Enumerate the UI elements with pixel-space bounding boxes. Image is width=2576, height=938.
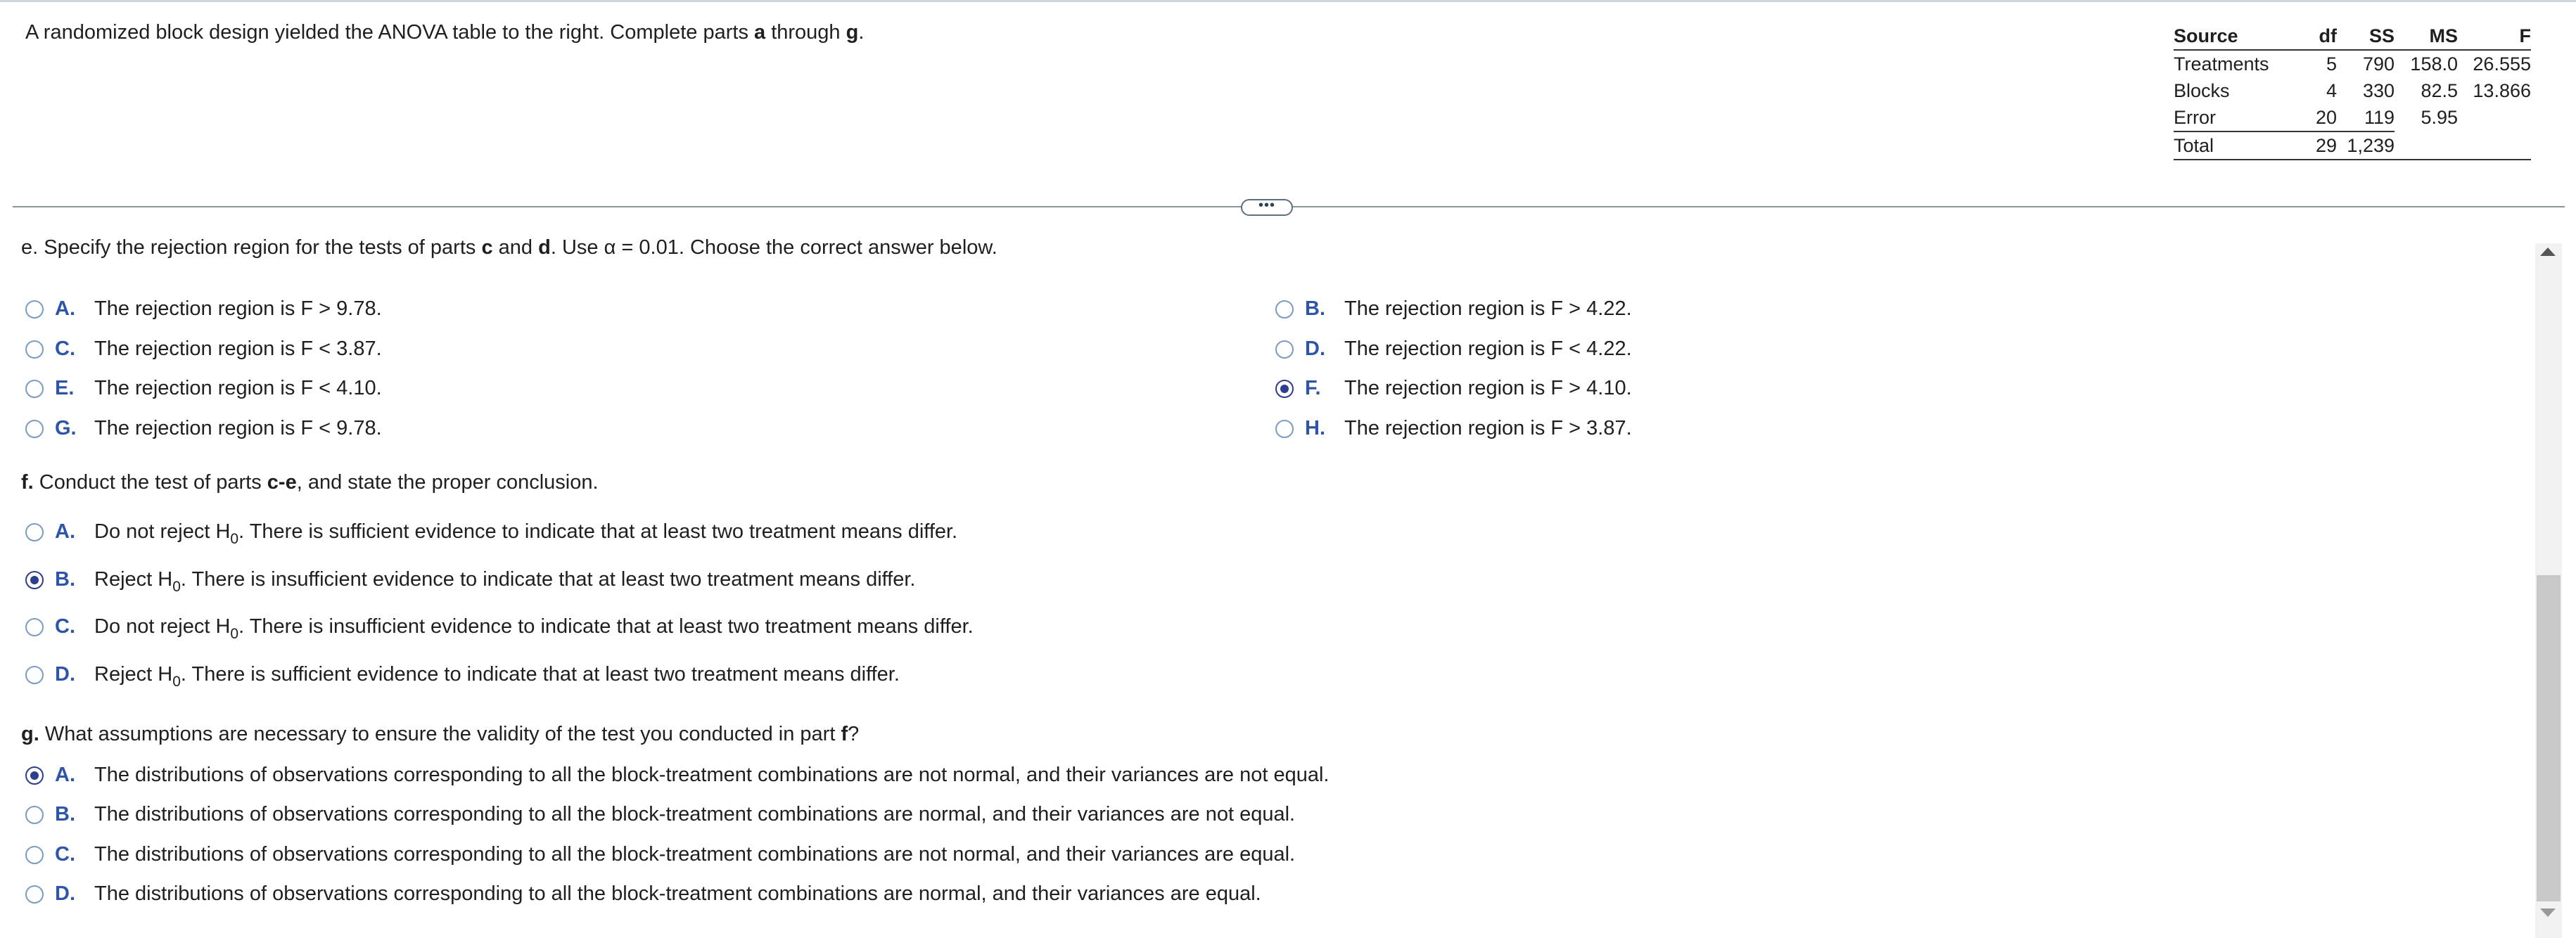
option-text: The distributions of observations corresponding to all the block-treatment combinations are not normal, and their variances are not equal. <box>94 764 1330 786</box>
cell: 5.95 <box>2421 107 2458 128</box>
radio-button[interactable] <box>25 380 44 398</box>
cell: Total <box>2174 131 2299 160</box>
anova-table <box>2174 23 2531 160</box>
option-letter: G. <box>55 417 77 439</box>
cell: 26.555 <box>2473 53 2531 75</box>
cell: 4 <box>2326 79 2337 101</box>
radio-button[interactable] <box>25 523 44 541</box>
option-letter: B. <box>55 568 75 591</box>
option-text: The distributions of observations corresponding to all the block-treatment combinations are normal, and their variances are equal. <box>94 882 1261 905</box>
intro-text: A randomized block design yielded the ANOVA table to the right. Complete parts a through g. <box>25 21 865 44</box>
cell <box>2395 131 2458 160</box>
expand-handle-button[interactable]: ••• <box>1241 199 1293 216</box>
option-e-h[interactable] <box>1275 417 1632 440</box>
scroll-down-arrow-icon[interactable] <box>2540 908 2556 917</box>
option-text: Reject $H_0$. There is sufficient evidence to indicate that at least two treatment means differ. <box>94 663 900 690</box>
option-e-e[interactable] <box>25 377 382 400</box>
option-letter: B. <box>55 803 75 825</box>
cell: 20 <box>2299 104 2337 131</box>
question-e: e. Specify the rejection region for the tests of parts c and d. Use α = 0.01. Choose the correct answer below. <box>21 236 997 259</box>
cell: 1,239 <box>2337 131 2395 160</box>
option-f-b[interactable] <box>25 568 916 595</box>
cell: 5 <box>2326 53 2337 75</box>
cell: 790 <box>2362 53 2395 75</box>
option-letter: D. <box>1305 338 1325 360</box>
header-ms: MS <box>2395 23 2458 50</box>
option-e-b[interactable] <box>1275 297 1632 321</box>
option-text: The rejection region is F > 4.10. <box>1344 377 1632 399</box>
header-ss: SS <box>2337 23 2395 50</box>
option-f-c[interactable] <box>25 615 974 642</box>
radio-button[interactable] <box>25 846 44 864</box>
option-text: Do not reject $H_0$. There is sufficient evidence to indicate that at least two treatment means differ. <box>94 520 958 547</box>
option-letter: A. <box>55 520 75 543</box>
option-letter: E. <box>55 377 75 399</box>
option-letter: F. <box>1305 377 1321 399</box>
radio-button[interactable] <box>25 666 44 684</box>
cell: Treatments <box>2174 53 2269 75</box>
option-text: The rejection region is F < 9.78. <box>94 417 382 439</box>
cell: Blocks <box>2174 79 2230 101</box>
table-row <box>2174 50 2531 77</box>
header-f: F <box>2458 23 2531 50</box>
cell <box>2458 131 2531 160</box>
option-text: The rejection region is F > 3.87. <box>1344 417 1632 439</box>
option-g-b[interactable] <box>25 803 1295 826</box>
cell: 82.5 <box>2421 79 2458 101</box>
table-row <box>2174 77 2531 104</box>
option-text: The distributions of observations corresponding to all the block-treatment combinations are normal, and their variances are not equal. <box>94 803 1296 825</box>
option-g-a[interactable] <box>25 764 1329 787</box>
radio-button[interactable] <box>25 618 44 636</box>
radio-button[interactable] <box>1275 300 1294 319</box>
option-text: The rejection region is F > 9.78. <box>94 297 382 320</box>
option-text: The rejection region is F > 4.22. <box>1344 297 1632 320</box>
option-e-d[interactable] <box>1275 338 1632 361</box>
option-letter: B. <box>1305 297 1325 320</box>
option-text: The rejection region is F < 4.10. <box>94 377 382 399</box>
option-letter: H. <box>1305 417 1325 439</box>
cell <box>2458 104 2531 131</box>
option-text: The distributions of observations corresponding to all the block-treatment combinations are not normal, and their variances are equal. <box>94 843 1296 866</box>
option-letter: C. <box>55 615 75 638</box>
option-f-a[interactable] <box>25 520 958 547</box>
scroll-up-arrow-icon[interactable] <box>2540 248 2556 256</box>
option-f-d[interactable] <box>25 663 900 690</box>
radio-button[interactable] <box>25 300 44 319</box>
radio-button-selected[interactable] <box>1275 380 1294 398</box>
option-letter: A. <box>55 297 75 320</box>
option-e-a[interactable] <box>25 297 382 321</box>
option-e-c[interactable] <box>25 338 382 361</box>
question-g: g. What assumptions are necessary to ensure the validity of the test you conducted in part f? <box>21 723 860 745</box>
top-border <box>0 0 2576 2</box>
radio-button[interactable] <box>25 885 44 904</box>
cell: 29 <box>2299 131 2337 160</box>
radio-button[interactable] <box>1275 420 1294 438</box>
cell: 119 <box>2337 104 2395 131</box>
radio-button-selected[interactable] <box>25 571 44 589</box>
question-f: f. Conduct the test of parts c-e, and state the proper conclusion. <box>21 471 599 494</box>
radio-button[interactable] <box>25 340 44 359</box>
table-row <box>2174 104 2531 131</box>
cell: 330 <box>2362 79 2395 101</box>
option-letter: D. <box>55 882 75 905</box>
radio-button-selected[interactable] <box>25 766 44 785</box>
option-text: The rejection region is F < 4.22. <box>1344 338 1632 360</box>
cell: 158.0 <box>2410 53 2458 75</box>
option-text: The rejection region is F < 3.87. <box>94 338 382 360</box>
radio-button[interactable] <box>25 420 44 438</box>
header-source: Source <box>2174 23 2299 50</box>
header-df: df <box>2299 23 2337 50</box>
option-letter: D. <box>55 663 75 686</box>
option-text: Reject $H_0$. There is insufficient evidence to indicate that at least two treatment means differ. <box>94 568 916 595</box>
scrollbar-thumb[interactable] <box>2537 575 2561 901</box>
cell: 13.866 <box>2473 79 2531 101</box>
radio-button[interactable] <box>1275 340 1294 359</box>
table-row <box>2174 131 2531 160</box>
option-letter: A. <box>55 764 75 786</box>
option-g-c[interactable] <box>25 843 1295 866</box>
radio-button[interactable] <box>25 806 44 824</box>
option-e-g[interactable] <box>25 417 382 440</box>
option-letter: C. <box>55 843 75 866</box>
cell: Error <box>2174 104 2299 131</box>
option-e-f[interactable] <box>1275 377 1632 400</box>
anova-header-row <box>2174 23 2531 50</box>
option-text: Do not reject $H_0$. There is insufficient evidence to indicate that at least two treatment means differ. <box>94 615 974 642</box>
option-g-d[interactable] <box>25 882 1261 906</box>
option-letter: C. <box>55 338 75 360</box>
